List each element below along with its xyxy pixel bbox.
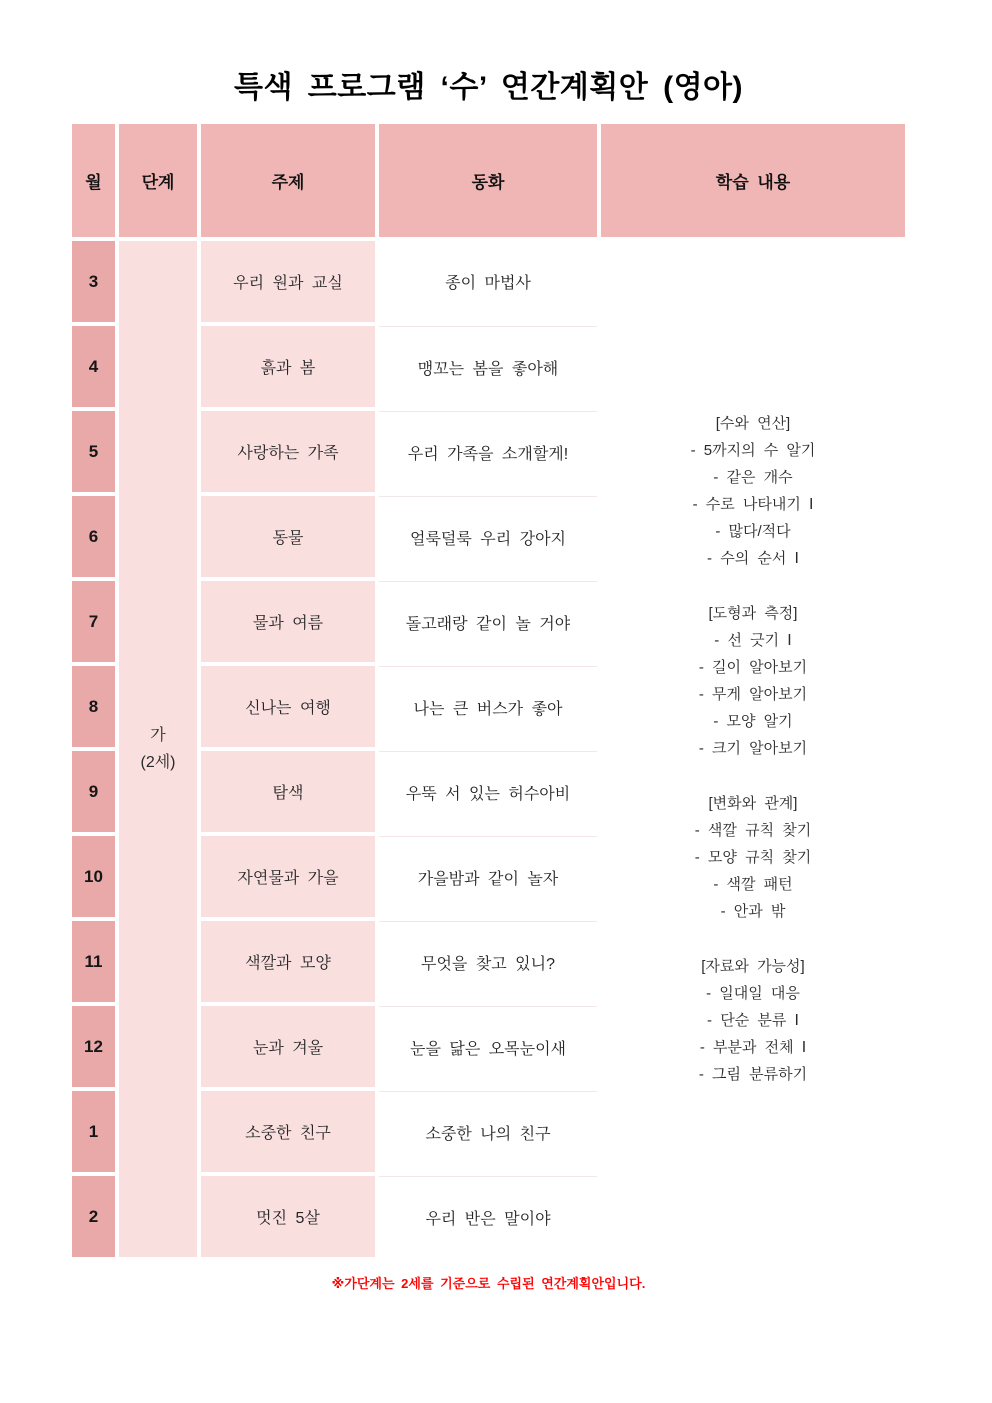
- learning-item: - 색깔 패턴: [713, 876, 793, 893]
- learning-item: - 모양 알기: [713, 713, 793, 730]
- story-cell: 나는 큰 버스가 좋아: [379, 666, 597, 747]
- stage-cell: [119, 241, 197, 1257]
- learning-item: - 선 긋기 Ⅰ: [714, 632, 792, 649]
- theme-cell: 우리 원과 교실: [201, 241, 375, 322]
- story-cell: 맹꼬는 봄을 좋아해: [379, 326, 597, 407]
- annual-plan-table: [72, 124, 905, 1257]
- learning-item: - 모양 규칙 찾기: [694, 849, 812, 866]
- page-title: 특색 프로그램 ‘수’ 연간계획안 (영아): [233, 71, 744, 104]
- month-cell: 8: [72, 666, 115, 747]
- story-cell: 돌고래랑 같이 놀 거야: [379, 581, 597, 662]
- story-cell: 우리 가족을 소개할게!: [379, 411, 597, 492]
- theme-cell: 동물: [201, 496, 375, 577]
- month-cell: 12: [72, 1006, 115, 1087]
- story-cell: 가을밤과 같이 놀자: [379, 836, 597, 917]
- month-cell: 11: [72, 921, 115, 1002]
- learning-item: - 무게 알아보기: [698, 686, 808, 703]
- learning-section-heading: [자료와 가능성]: [701, 958, 805, 975]
- story-cell: 무엇을 찾고 있니?: [379, 921, 597, 1002]
- header-story: 동화: [379, 124, 597, 237]
- learning-section: [699, 953, 807, 1088]
- header-theme: 주제: [201, 124, 375, 237]
- story-cell: 얼룩덜룩 우리 강아지: [379, 496, 597, 577]
- header-learning: 학습 내용: [601, 124, 905, 237]
- learning-item: - 부분과 전체 Ⅰ: [699, 1039, 807, 1056]
- theme-cell: 물과 여름: [201, 581, 375, 662]
- learning-section: [695, 790, 811, 925]
- theme-cell: 눈과 겨울: [201, 1006, 375, 1087]
- month-cell: 3: [72, 241, 115, 322]
- learning-item: - 많다/적다: [715, 523, 791, 540]
- month-cell: 6: [72, 496, 115, 577]
- learning-section: [691, 410, 816, 572]
- theme-cell: 색깔과 모양: [201, 921, 375, 1002]
- month-cell: 4: [72, 326, 115, 407]
- learning-section-heading: [변화와 관계]: [708, 795, 798, 812]
- theme-cell: 소중한 친구: [201, 1091, 375, 1172]
- story-cell: 눈을 닮은 오목눈이새: [379, 1006, 597, 1087]
- footnote: ※가단계는 2세를 기준으로 수립된 연간계획안입니다.: [331, 1276, 646, 1291]
- header-stage: 단계: [119, 124, 197, 237]
- month-cell: 9: [72, 751, 115, 832]
- learning-section-heading: [수와 연산]: [715, 415, 791, 432]
- theme-cell: 탐색: [201, 751, 375, 832]
- theme-cell: 자연물과 가을: [201, 836, 375, 917]
- month-cell: 10: [72, 836, 115, 917]
- learning-item: - 수로 나타내기 Ⅰ: [692, 496, 814, 513]
- learning-item: - 단순 분류 Ⅰ: [707, 1012, 799, 1029]
- learning-content-cell: [601, 241, 905, 1257]
- story-cell: 소중한 나의 친구: [379, 1091, 597, 1172]
- story-cell: 종이 마법사: [379, 241, 597, 322]
- stage-name: 가: [150, 726, 166, 744]
- month-cell: 5: [72, 411, 115, 492]
- learning-item: - 일대일 대응: [706, 985, 800, 1002]
- theme-cell: 흙과 봄: [201, 326, 375, 407]
- header-month: 월: [72, 124, 115, 237]
- learning-section: [699, 600, 807, 762]
- learning-item: - 수의 순서 Ⅰ: [707, 550, 799, 567]
- stage-age: (2세): [140, 754, 176, 771]
- month-cell: 7: [72, 581, 115, 662]
- theme-cell: 사랑하는 가족: [201, 411, 375, 492]
- theme-cell: 신나는 여행: [201, 666, 375, 747]
- learning-item: - 색깔 규칙 찾기: [694, 822, 812, 839]
- learning-item: - 같은 개수: [713, 469, 793, 486]
- learning-item: - 그림 분류하기: [698, 1066, 808, 1083]
- theme-cell: 멋진 5살: [201, 1176, 375, 1257]
- story-cell: 우리 반은 말이야: [379, 1176, 597, 1257]
- learning-item: - 안과 밖: [720, 903, 786, 920]
- month-cell: 1: [72, 1091, 115, 1172]
- story-cell: 우뚝 서 있는 허수아비: [379, 751, 597, 832]
- learning-section-heading: [도형과 측정]: [708, 605, 798, 622]
- learning-item: - 크기 알아보기: [698, 740, 808, 757]
- month-cell: 2: [72, 1176, 115, 1257]
- learning-item: - 길이 알아보기: [698, 659, 808, 676]
- learning-item: - 5까지의 수 알기: [690, 442, 816, 459]
